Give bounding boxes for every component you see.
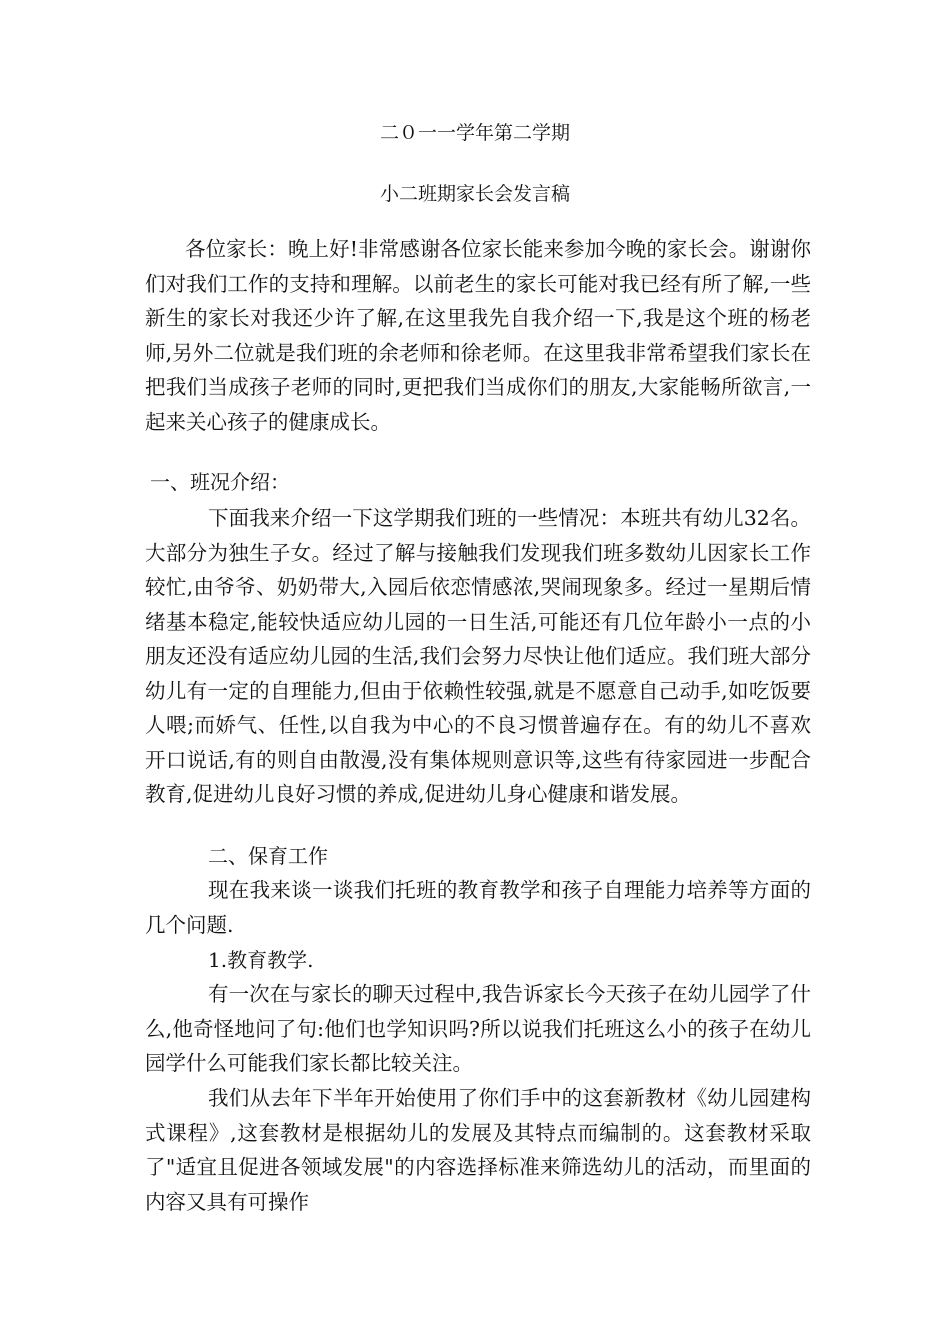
class-overview-paragraph: 下面我来介绍一下这学期我们班的一些情况：本班共有幼儿32名。大部分为独生子女。经过了解与接触我们发现我们班多数幼儿因家长工作较忙,由爷爷、奶奶带大,入园后依恋情感浓,哭闹现象多。经过一星期后情绪基本稳定,能较快适应幼儿园的一日生活,可能还有几位年龄小一点的小朋友还没有适应幼儿园的生活,我们会努力尽快让他们适应。我们班大部分幼儿有一定的自理能力,但由于依赖性较强,就是不愿意自己动手,如吃饭要人喂;而娇气、任性,以自我为中心的不良习惯普遍存在。有的幼儿不喜欢开口说话,有的则自由散漫,没有集体规则意识等,这些有待家园进一步配合教育,促进幼儿良好习惯的养成,促进幼儿身心健康和谐发展。 bbox=[145, 506, 811, 806]
document-title-speech: 小二班期家长会发言稿 bbox=[379, 183, 570, 205]
subsection-heading-teaching: 1.教育教学. bbox=[208, 948, 314, 972]
teaching-paragraph-2: 我们从去年下半年开始使用了你们手中的这套新教材《幼儿园建构式课程》,这套教材是根据幼儿的发展及其特点而编制的。这套教材采取了"适宜且促进各领域发展"的内容选择标准来筛选幼儿的活动，而里面的内容又具有可操作 bbox=[145, 1086, 811, 1214]
care-work-paragraph: 现在我来谈一谈我们托班的教育教学和孩子自理能力培养等方面的几个问题. bbox=[145, 878, 811, 937]
document-title-term: 二０一一学年第二学期 bbox=[379, 122, 570, 144]
teaching-paragraph-1: 有一次在与家长的聊天过程中,我告诉家长今天孩子在幼儿园学了什么,他奇怪地问了句:他们也学知识吗?所以说我们托班这么小的孩子在幼儿园学什么可能我们家长都比较关注。 bbox=[145, 982, 811, 1075]
section-heading-care-work: 二、保育工作 bbox=[208, 844, 328, 868]
intro-paragraph: 各位家长：晚上好!非常感谢各位家长能来参加今晚的家长会。谢谢你们对我们工作的支持和理解。以前老生的家长可能对我已经有所了解,一些新生的家长对我还少许了解,在这里我先自我介绍一下,我是这个班的杨老师,另外二位就是我们班的余老师和徐老师。在这里我非常希望我们家长在把我们当成孩子老师的同时,更把我们当成你们的朋友,大家能畅所欲言,一起来关心孩子的健康成长。 bbox=[145, 237, 811, 434]
section-heading-class-overview: 一、班况介绍： bbox=[150, 470, 290, 494]
